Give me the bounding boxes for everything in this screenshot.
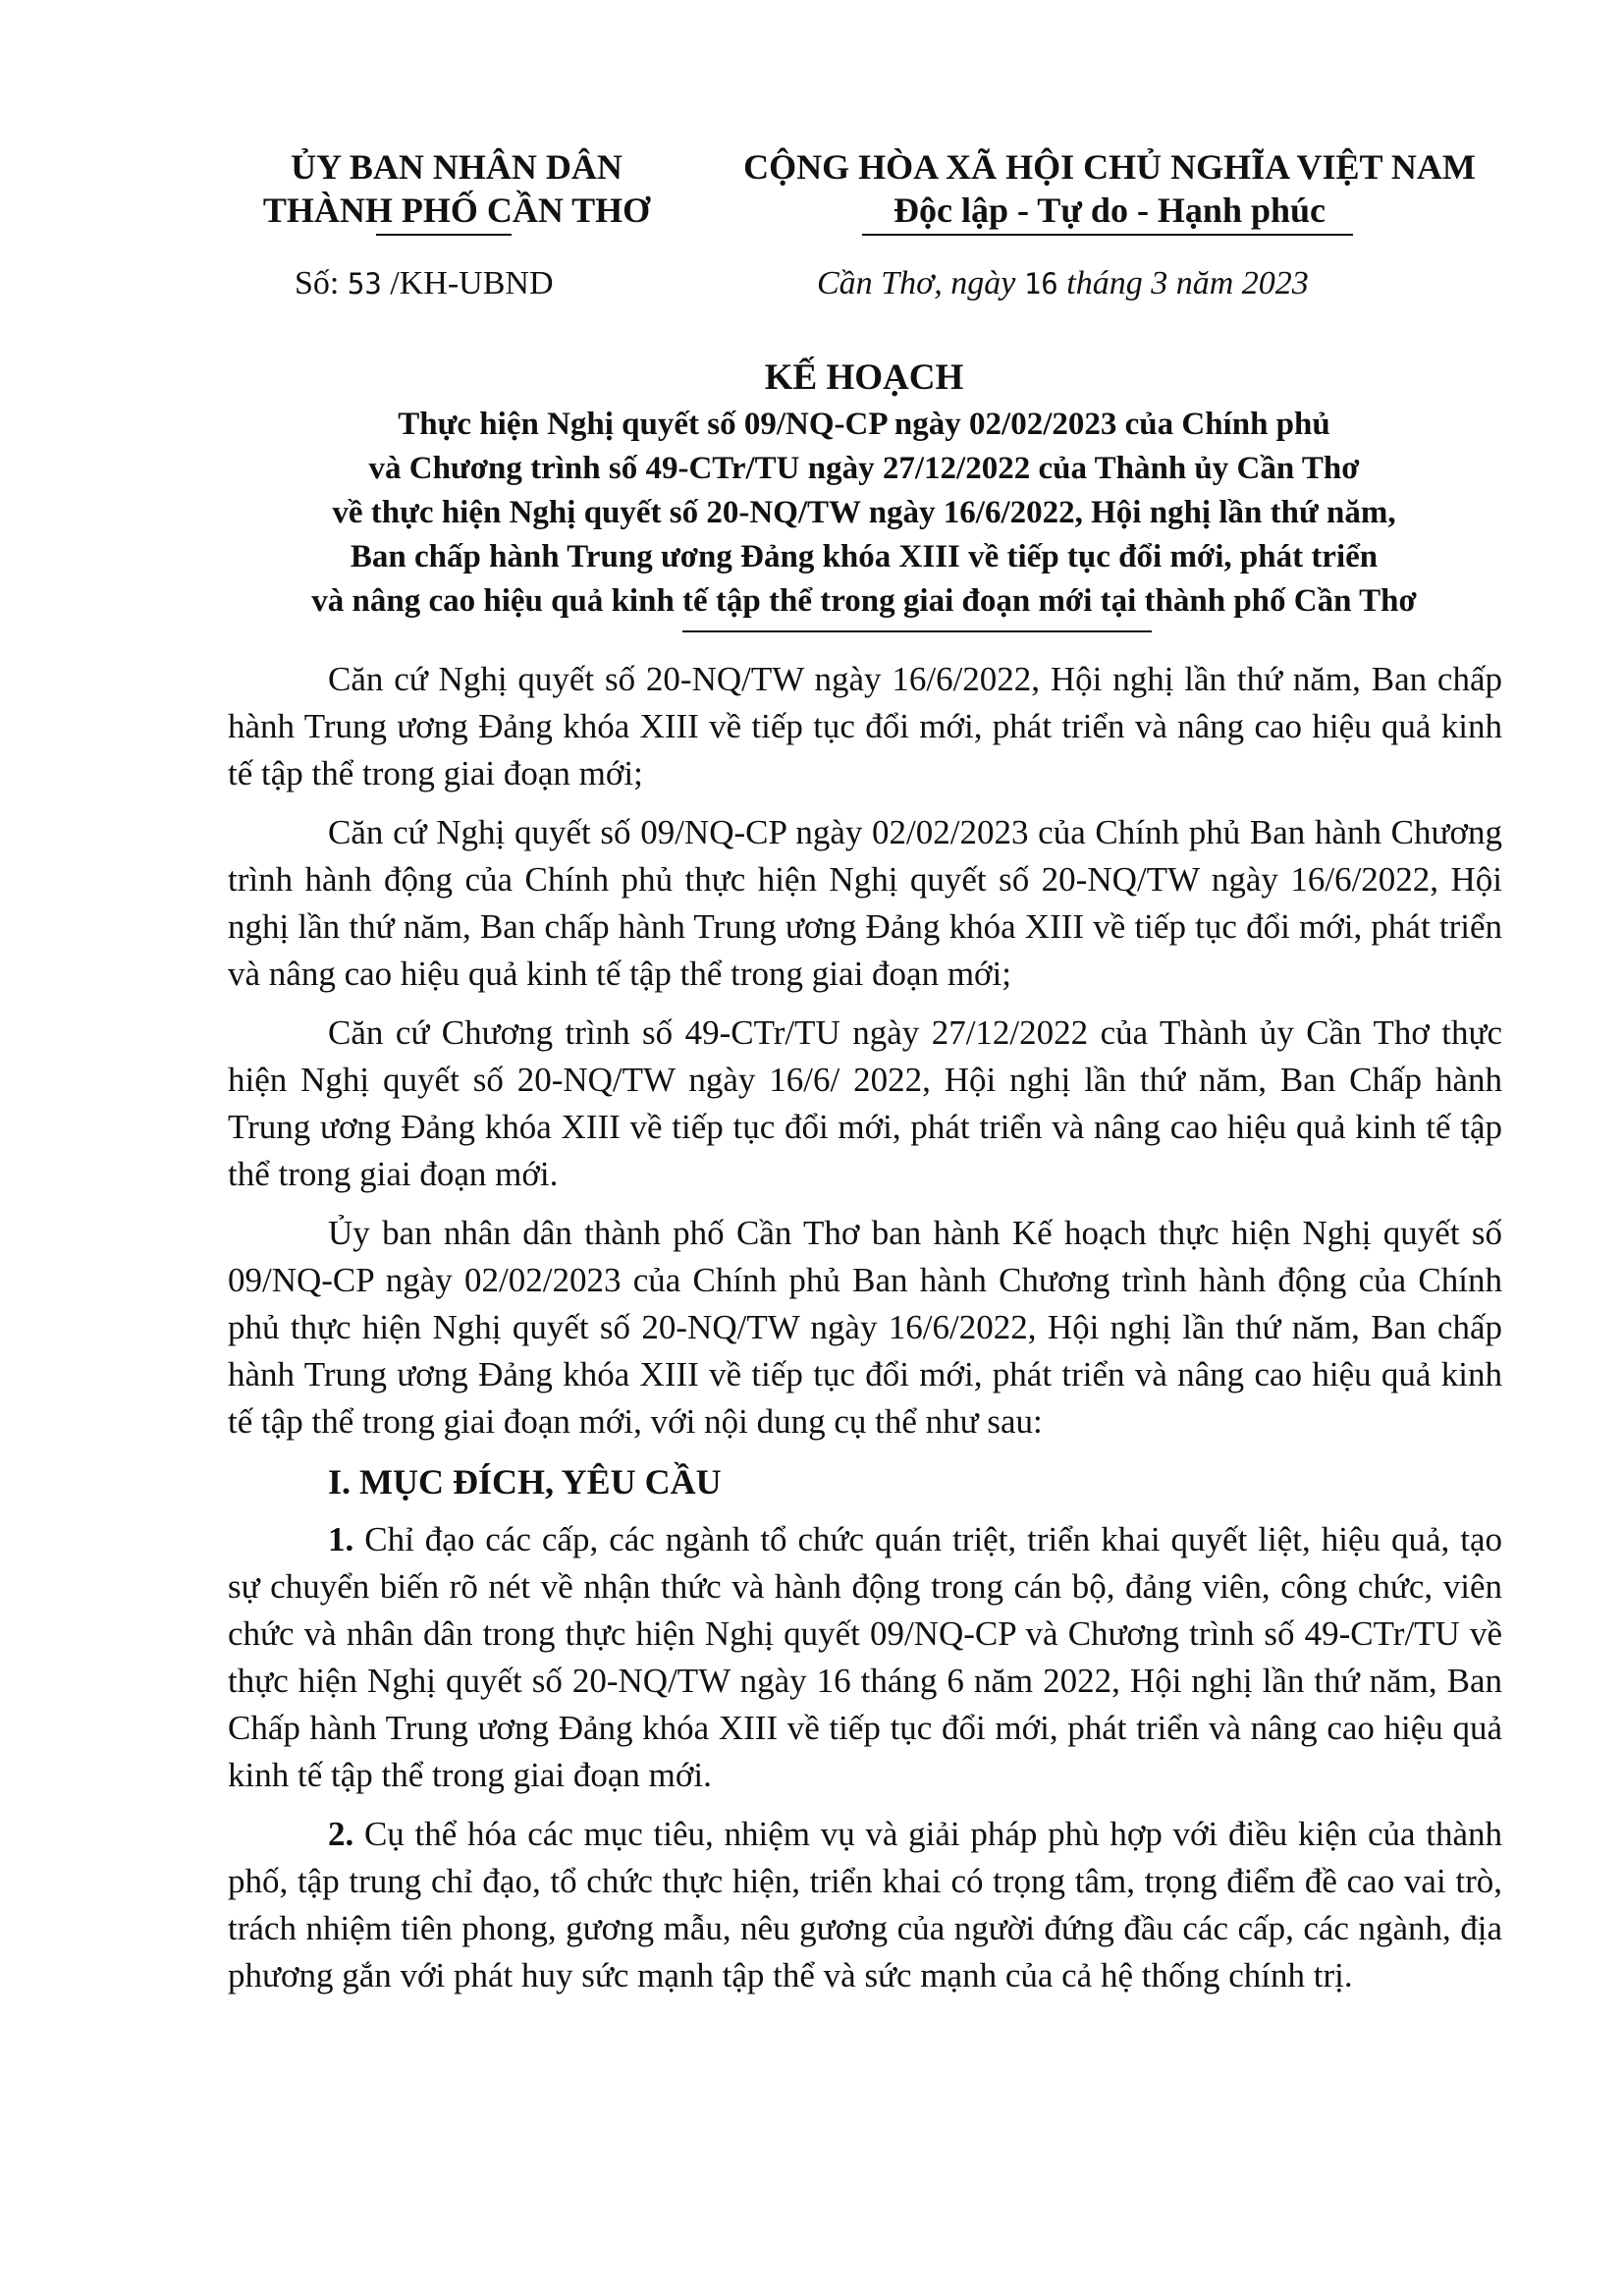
- document-date-suffix: tháng 3 năm 2023: [1057, 265, 1309, 301]
- issuing-authority-line1: ỦY BAN NHÂN DÂN: [291, 147, 623, 187]
- list-item-1-number: 1.: [328, 1520, 354, 1558]
- national-motto-line: Độc lập - Tự do - Hạnh phúc: [893, 191, 1326, 230]
- title-line-1: Thực hiện Nghị quyết số 09/NQ-CP ngày 02/02/2023 của Chính phủ: [398, 407, 1330, 442]
- section-heading-purpose: I. MỤC ĐÍCH, YÊU CẦU: [328, 1462, 722, 1502]
- paragraph-legal-basis-2: Căn cứ Nghị quyết số 09/NQ-CP ngày 02/02/2023 của Chính phủ Ban hành Chương trình hành động của Chính phủ thực hiện Nghị quyết số 20-NQ/TW ngày 16/6/2022, Hội nghị lần thứ năm, Ban chấp hành Trung ương Đảng khóa XIII về tiếp tục đổi mới, phát triển và nâng cao hiệu quả kinh tế tập thể trong giai đoạn mới;: [228, 813, 1502, 993]
- paragraph-legal-basis-1: Căn cứ Nghị quyết số 20-NQ/TW ngày 16/6/2022, Hội nghị lần thứ năm, Ban chấp hành Trung ương Đảng khóa XIII về tiếp tục đổi mới, phát triển và nâng cao hiệu quả kinh tế tập thể trong giai đoạn mới;: [228, 660, 1502, 792]
- document-title: [226, 354, 1502, 624]
- document-date-prefix: Cần Thơ, ngày: [817, 265, 1024, 301]
- paragraph-legal-basis-3: Căn cứ Chương trình số 49-CTr/TU ngày 27/12/2022 của Thành ủy Cần Thơ thực hiện Nghị quyết số 20-NQ/TW ngày 16/6/ 2022, Hội nghị lần thứ năm, Ban Chấp hành Trung ương Đảng khóa XIII về tiếp tục đổi mới, phát triển và nâng cao hiệu quả kinh tế tập thể trong giai đoạn mới.: [228, 1013, 1502, 1193]
- document-body: [228, 656, 1502, 2011]
- authority-underline: [376, 234, 512, 236]
- list-item-2-text: Cụ thể hóa các mục tiêu, nhiệm vụ và giải pháp phù hợp với điều kiện của thành phố, tập trung chỉ đạo, tổ chức thực hiện, triển khai có trọng tâm, trọng điểm đề cao vai trò, trách nhiệm tiên phong, gương mẫu, nêu gương của người đứng đầu các cấp, các ngành, địa phương gắn với phát huy sức mạnh tập thể và sức mạnh của cả hệ thống chính trị.: [228, 1815, 1502, 1994]
- paragraph-introduction: Ủy ban nhân dân thành phố Cần Thơ ban hành Kế hoạch thực hiện Nghị quyết số 09/NQ-CP ngày 02/02/2023 của Chính phủ Ban hành Chương trình hành động của Chính phủ thực hiện Nghị quyết số 20-NQ/TW ngày 16/6/2022, Hội nghị lần thứ năm, Ban chấp hành Trung ương Đảng khóa XIII về tiếp tục đổi mới, phát triển và nâng cao hiệu quả kinh tế tập thể trong giai đoạn mới, với nội dung cụ thể như sau:: [228, 1214, 1502, 1441]
- document-number-suffix: /KH-UBND: [381, 265, 554, 301]
- title-line-3: về thực hiện Nghị quyết số 20-NQ/TW ngày 16/6/2022, Hội nghị lần thứ năm,: [332, 495, 1396, 530]
- list-item-1: [228, 1516, 1502, 1799]
- issuing-authority: [221, 145, 692, 232]
- document-type: KẾ HOẠCH: [764, 357, 964, 398]
- national-motto: [687, 145, 1532, 232]
- national-title: CỘNG HÒA XÃ HỘI CHỦ NGHĨA VIỆT NAM: [743, 147, 1476, 187]
- title-line-5: và nâng cao hiệu quả kinh tế tập thể trong giai đoạn mới tại thành phố Cần Thơ: [311, 583, 1417, 619]
- document-date-day: 16: [1023, 267, 1058, 300]
- document-number-prefix: Số:: [295, 265, 348, 301]
- list-item-2-number: 2.: [328, 1815, 354, 1853]
- issuing-authority-line2: THÀNH PHỐ CẦN THƠ: [262, 191, 651, 230]
- list-item-2: [228, 1811, 1502, 1999]
- title-underline: [682, 630, 1152, 632]
- document-date: [817, 265, 1309, 302]
- list-item-1-text: Chỉ đạo các cấp, các ngành tổ chức quán triệt, triển khai quyết liệt, hiệu quả, tạo sự chuyển biến rõ nét về nhận thức và hành động trong cán bộ, đảng viên, công chức, viên chức và nhân dân trong thực hiện Nghị quyết 09/NQ-CP và Chương trình số 49-CTr/TU về thực hiện Nghị quyết số 20-NQ/TW ngày 16 tháng 6 năm 2022, Hội nghị lần thứ năm, Ban Chấp hành Trung ương Đảng khóa XIII về tiếp tục đổi mới, phát triển và nâng cao hiệu quả kinh tế tập thể trong giai đoạn mới.: [228, 1520, 1502, 1794]
- title-line-2: và Chương trình số 49-CTr/TU ngày 27/12/2022 của Thành ủy Cần Thơ: [368, 451, 1360, 486]
- title-line-4: Ban chấp hành Trung ương Đảng khóa XIII về tiếp tục đổi mới, phát triển: [350, 539, 1379, 574]
- document-number-value: 53: [347, 267, 382, 300]
- motto-underline: [862, 234, 1353, 236]
- document-number: [295, 265, 554, 302]
